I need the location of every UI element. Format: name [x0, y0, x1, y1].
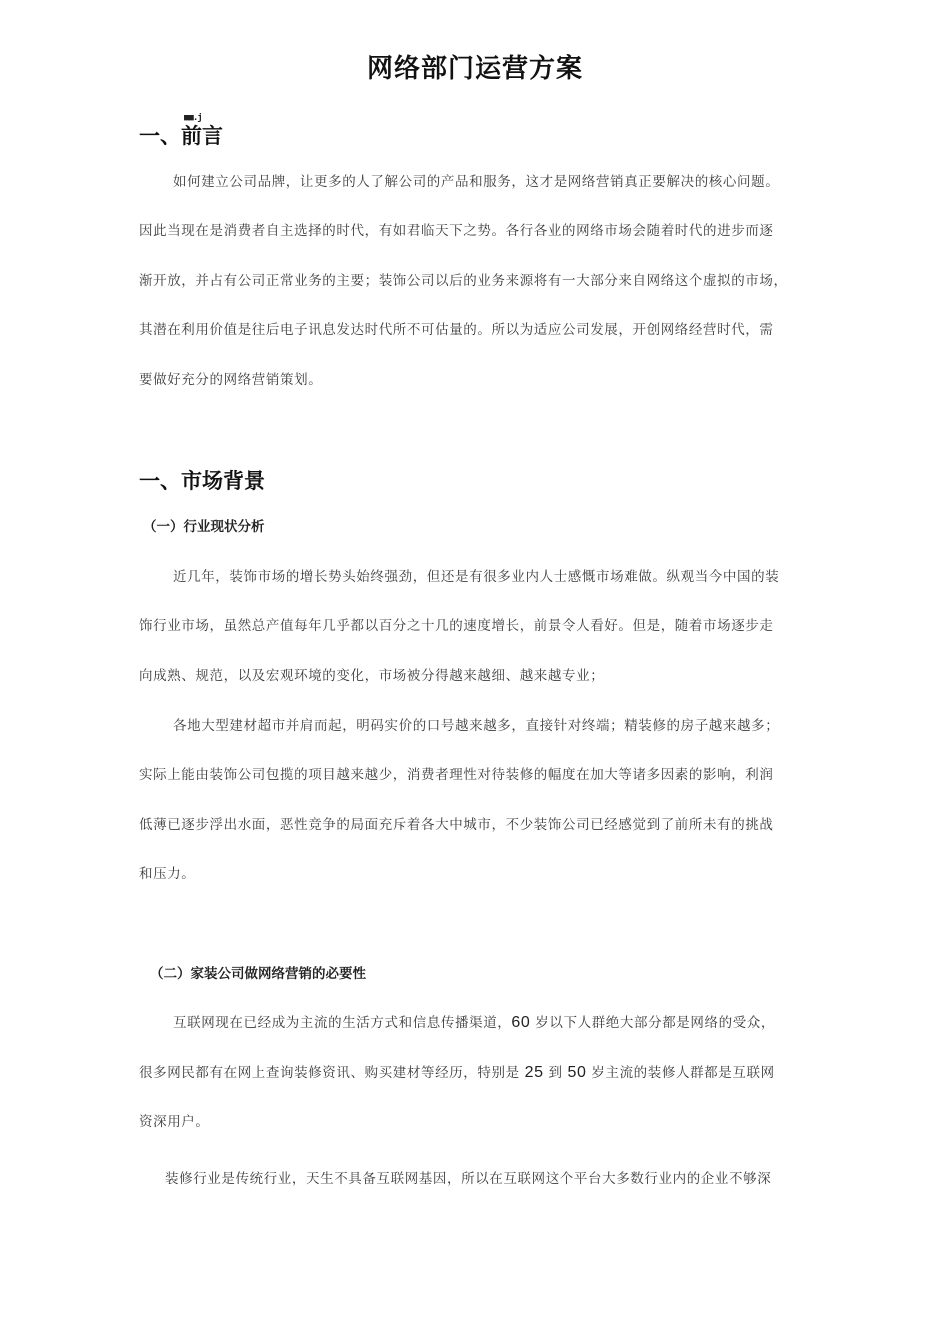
paragraph-line: 近几年，装饰市场的增长势头始终强劲，但还是有很多业内人士感慨市场难做。纵观当今中国的装	[173, 569, 780, 585]
paragraph-line: 向成熟、规范，以及宏观环境的变化，市场被分得越来越细、越来越专业；	[139, 668, 605, 684]
text-run: 岁主流的装修人群都是互联网	[586, 1065, 775, 1081]
paragraph-line: 要做好充分的网络营销策划。	[139, 372, 323, 388]
paragraph-line	[139, 1011, 829, 1032]
paragraph-line: 装修行业是传统行业，天生不具备互联网基因，所以在互联网这个平台大多数行业内的企业不够深	[165, 1171, 772, 1187]
text-run: 岁以下人群绝大部分都是网络的受众，	[530, 1015, 775, 1031]
paragraph-line: 实际上能由装饰公司包揽的项目越来越少，消费者理性对待装修的幅度在加大等诸多因素的影响，利润	[139, 767, 774, 783]
paragraph-line: 饰行业市场，虽然总产值每年几乎都以百分之十几的速度增长，前景令人看好。但是，随着市场逐步走	[139, 618, 774, 634]
subsection-heading-industry: （一）行业现状分析	[143, 519, 265, 535]
text-run: 互联网现在已经成为主流的生活方式和信息传播渠道，	[173, 1015, 512, 1031]
number-run: 50	[567, 1064, 587, 1081]
section-heading-market: 一、市场背景	[139, 469, 265, 493]
paragraph-line: 渐开放，并占有公司正常业务的主要；装饰公司以后的业务来源将有一大部分来自网络这个虚拟的市场，	[139, 273, 788, 289]
paragraph-line: 低薄已逐步浮出水面，恶性竞争的局面充斥着各大中城市，不少装饰公司已经感觉到了前所未有的挑战	[139, 817, 774, 833]
artifact-mark: ■■.j	[184, 113, 202, 123]
paragraph-line: 各地大型建材超市并肩而起，明码实价的口号越来越多，直接针对终端；精装修的房子越来越多；	[173, 718, 780, 734]
subsection-heading-necessity: （二）家装公司做网络营销的必要性	[150, 966, 366, 982]
number-run: 60	[511, 1014, 531, 1031]
text-run: 很多网民都有在网上查询装修资讯、购买建材等经历，特别是	[139, 1065, 525, 1081]
paragraph-line: 和压力。	[139, 866, 196, 882]
section-heading-preface: 一、前言	[139, 124, 223, 148]
number-run: 25	[524, 1064, 544, 1081]
paragraph-line: 如何建立公司品牌，让更多的人了解公司的产品和服务，这才是网络营销真正要解决的核心问题。	[173, 174, 780, 190]
paragraph-line: 其潜在利用价值是往后电子讯息发达时代所不可估量的。所以为适应公司发展，开创网络经营时代，需	[139, 322, 774, 338]
text-run: 到	[543, 1065, 568, 1081]
paragraph-line: 资深用户。	[139, 1114, 210, 1130]
paragraph-line: 因此当现在是消费者自主选择的时代，有如君临天下之势。各行各业的网络市场会随着时代的进步而逐	[139, 223, 774, 239]
paragraph-line	[139, 1061, 829, 1082]
document-title: 网络部门运营方案	[366, 54, 583, 84]
